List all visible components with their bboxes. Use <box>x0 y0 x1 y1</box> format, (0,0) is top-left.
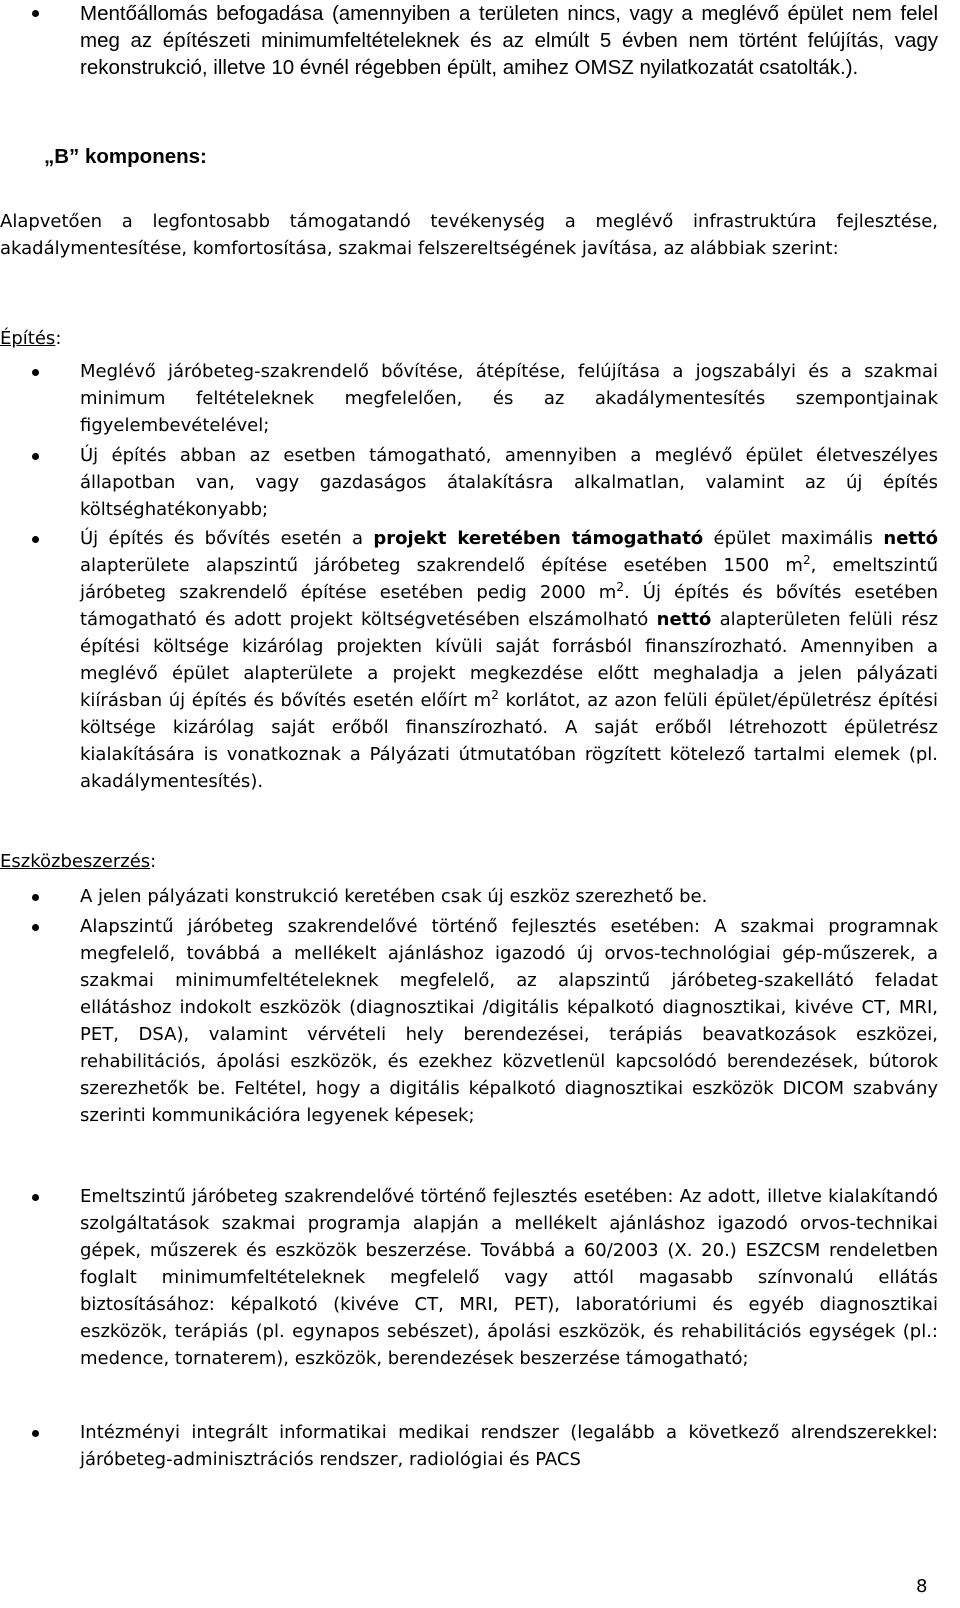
list-item: Intézményi integrált informatikai medikai rendszer (legalább a következő alrendszerekkel: járóbeteg-adminisztrációs rendszer, radiológiai és PACS <box>0 1419 938 1473</box>
list-item: Emeltszintű járóbeteg szakrendelővé történő fejlesztés esetében: Az adott, illetve kialakítandó szolgáltatások szakmai programja alapján a mellékelt ajánláshoz igazodó orvos-technikai gépek, műszerek és eszközök beszerzése. Továbbá a 60/2003 (X. 20.) ESZCSM rendeletben foglalt minimumfeltételeknek megfelelő vagy attól magasabb színvonalú ellátás biztosításához: képalkotó (kivéve CT, MRI, PET), laboratóriumi és egyéb diagnosztikai eszközök, terápiás (pl. egynapos sebészet), ápolási eszközök, és rehabilitációs egységek (pl.: medence, tornaterem), eszközök, berendezések beszerzése támogatható; <box>0 1183 938 1372</box>
text-run: korlátot, az azon felüli épület/épületrész építési költsége kizárólag saját erőből finanszírozható. A saját erőből létrehozott épületrész kialakítására is vonatkoznak a Pályázati útmutatóban rögzített kötelező tartalmi elemek (pl. akadálymentesítés). <box>80 690 938 792</box>
epites-list-3 <box>0 525 960 795</box>
section-heading-eszkozbeszerzes <box>0 848 156 875</box>
text-run: alapterületen felüli rész építési költsége kizárólag projekten kívüli saját forrásból finanszírozható. Amennyiben a meglévő épület alapterülete a projekt megkezdése előtt meghaladja a jelen pályázati kiírásban új építés és bővítés esetén előírt m <box>80 609 938 711</box>
eszkoz-list-2 <box>0 913 960 1129</box>
eszkoz-list-4 <box>0 1419 960 1473</box>
list-item: Új építés abban az esetben támogatható, amennyiben a meglévő épület életveszélyes állapotban van, vagy gazdaságos átalakításra alkalmatlan, valamint az új építés költséghatékonyabb; <box>0 442 938 523</box>
text-run: Új építés és bővítés esetén a <box>80 528 374 549</box>
eszkoz-list <box>0 883 960 910</box>
list-item: Alapszintű járóbeteg szakrendelővé történő fejlesztés esetében: A szakmai programnak megfelelő, továbbá a mellékelt ajánláshoz igazodó új orvos-technológiai gép-műszerek, a szakmai minimumfeltételeknek megfelelő, az alapszintű járóbeteg-szakellátó feladat ellátáshoz indokolt eszközök (diagnosztikai /digitális képalkotó diagnosztikai, kivéve CT, MRI, PET, DSA), valamint vérvételi hely berendezései, terápiás beavatkozások eszközei, rehabilitációs, ápolási eszközök, és ezekhez közvetlenül kapcsolódó berendezések, bútorok szerezhetők be. Feltétel, hogy a digitális képalkotó diagnosztikai eszközök DICOM szabvány szerinti kommunikációra legyenek képesek; <box>0 913 938 1129</box>
epites-list-2 <box>0 442 960 523</box>
text-run: alapterülete alapszintű járóbeteg szakrendelő építése esetében 1500 m <box>80 555 803 576</box>
list-item: Mentőállomás befogadása (amennyiben a területen nincs, vagy a meglévő épület nem felel meg az építészeti minimumfeltételeknek és az elmúlt 5 évben nem történt felújítás, vagy rekonstrukció, illetve 10 évnél régebben épült, amihez OMSZ nyilatkozatát csatolták.). <box>0 0 938 81</box>
eszkoz-heading-text: Eszközbeszerzés <box>0 851 151 872</box>
epites-list <box>0 358 960 439</box>
section-heading-epites <box>0 325 61 352</box>
bold-run: projekt keretében támogatható <box>373 528 704 549</box>
page-number: 8 <box>916 1576 928 1597</box>
b-component-paragraph: Alapvetően a legfontosabb támogatandó tevékenység a meglévő infrastruktúra fejlesztése, akadálymentesítése, komfortosítása, szakmai felszereltségének javítása, az alábbiak szerint: <box>0 211 938 259</box>
eszkoz-heading-colon: : <box>150 851 157 872</box>
bold-run: nettó <box>656 609 712 630</box>
superscript: 2 <box>616 580 624 594</box>
section-heading-b-component: „B” komponens: <box>44 145 207 168</box>
list-item: Meglévő járóbeteg-szakrendelő bővítése, átépítése, felújítása a jogszabályi és a szakmai minimum feltételeknek megfelelően, és az akadálymentesítés szempontjainak figyelembevételével; <box>0 358 938 439</box>
text-run: épület maximális <box>703 528 884 549</box>
text-run: . Új építés és bővítés esetében támogatható és adott projekt költségvetésében elszámolható <box>80 582 938 630</box>
epites-heading-colon: : <box>55 328 62 349</box>
bold-run: nettó <box>883 528 938 549</box>
superscript: 2 <box>802 553 811 567</box>
text-run: , emeltszintű járóbeteg szakrendelő építése esetében pedig 2000 m <box>80 555 938 603</box>
epites-heading-text: Építés <box>0 328 56 349</box>
intro-bullet-list <box>0 0 960 81</box>
superscript: 2 <box>491 688 499 702</box>
list-item <box>0 525 938 795</box>
list-item: A jelen pályázati konstrukció keretében csak új eszköz szerezhető be. <box>0 883 938 910</box>
eszkoz-list-3 <box>0 1183 960 1372</box>
